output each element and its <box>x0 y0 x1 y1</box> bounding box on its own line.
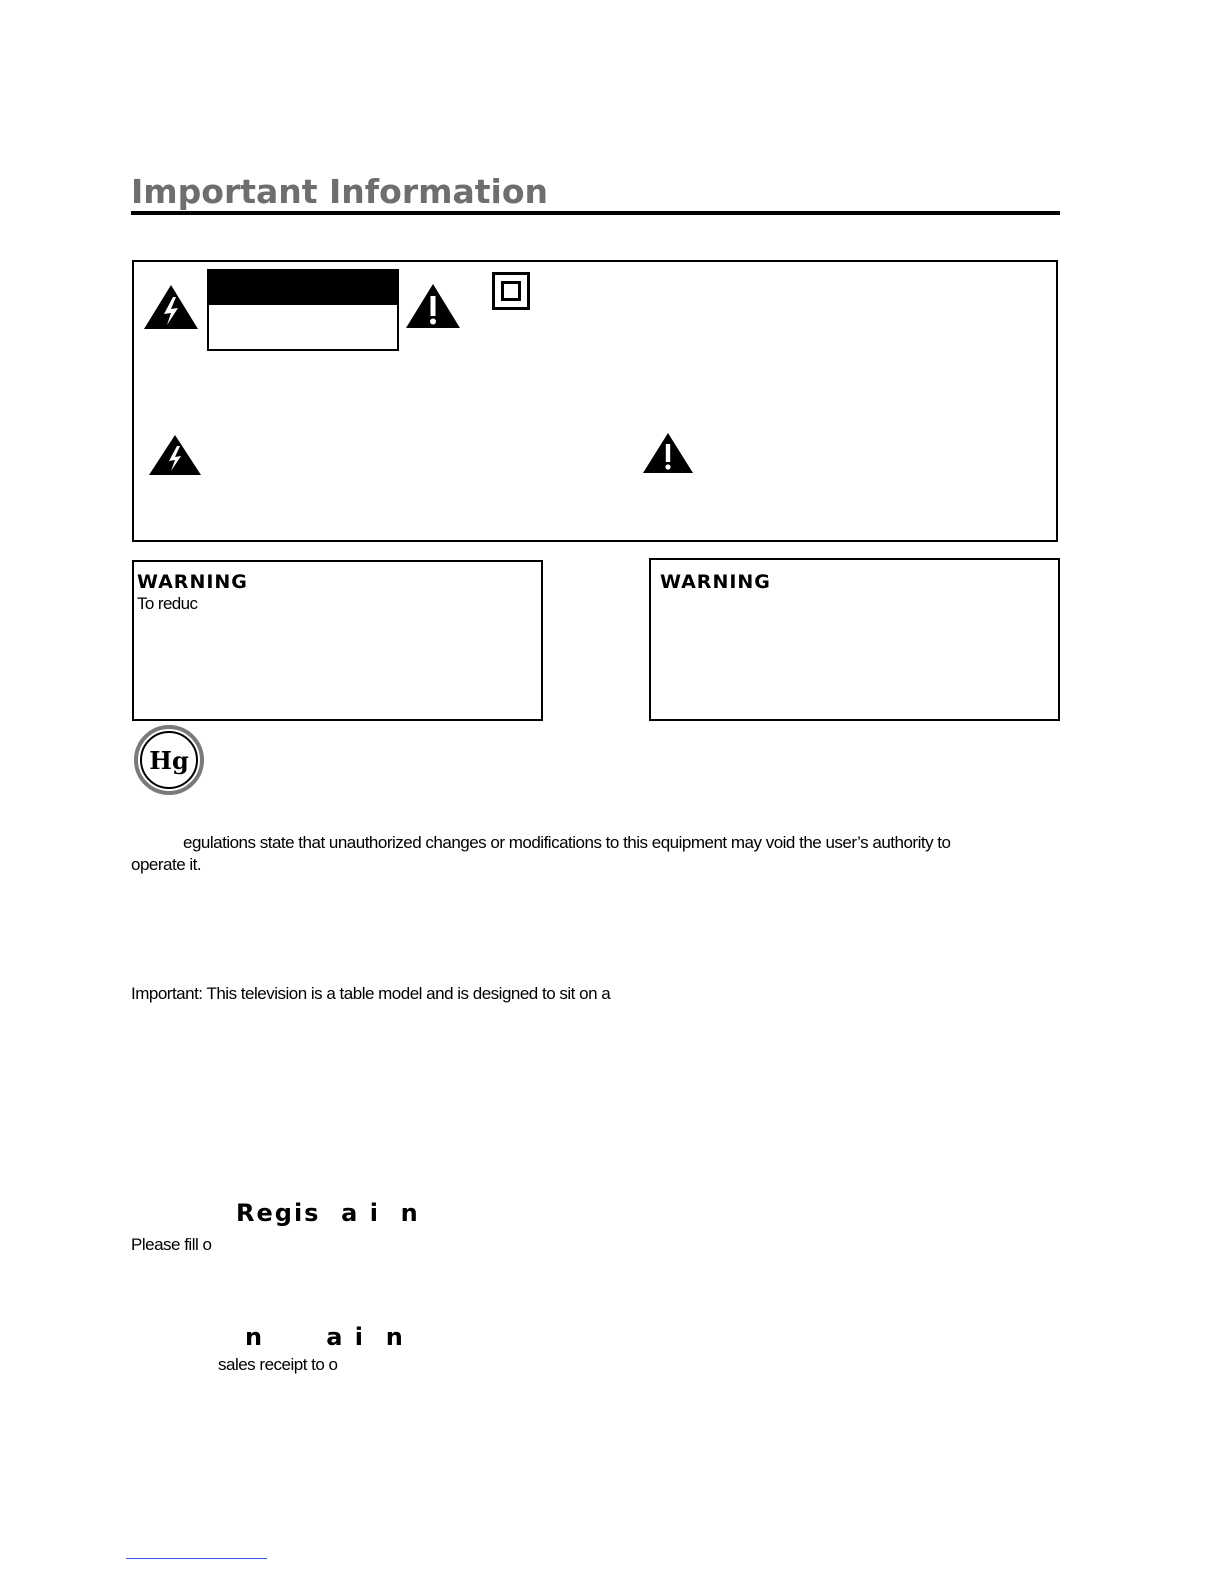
warning-box-left <box>132 560 543 721</box>
registration-text: Please fill o <box>131 1235 212 1254</box>
warning-box-right <box>649 558 1060 721</box>
fcc-text-line2: operate it. <box>131 855 202 874</box>
fcc-text-line1: egulations state that unauthorized changes or modifications to this equipment may void the user’s authority to <box>183 833 951 852</box>
exclamation-triangle-icon-small <box>642 432 694 474</box>
lightning-triangle-icon-small <box>148 434 202 476</box>
link-underline[interactable] <box>126 1558 267 1559</box>
mercury-hg-icon <box>134 725 204 795</box>
important-note: Important: This television is a table model and is designed to sit on a <box>131 984 611 1003</box>
lightning-triangle-icon <box>142 283 200 331</box>
double-square-icon <box>492 272 530 310</box>
retain-text: sales receipt to o <box>218 1355 338 1374</box>
retain-heading: n a i n <box>245 1323 405 1351</box>
warning-text-left: To reduc <box>137 594 198 613</box>
mercury-symbol: Hg <box>140 731 198 789</box>
exclamation-triangle-icon <box>405 283 461 329</box>
caution-label-band <box>209 271 397 305</box>
title-underline <box>131 211 1060 215</box>
page-title: Important Information <box>131 172 549 211</box>
warning-heading-left: WARNING <box>137 571 248 593</box>
caution-label <box>207 269 399 351</box>
registration-heading: Regis a i n <box>236 1199 420 1227</box>
warning-heading-right: WARNING <box>660 571 771 593</box>
double-square-inner <box>501 281 521 301</box>
